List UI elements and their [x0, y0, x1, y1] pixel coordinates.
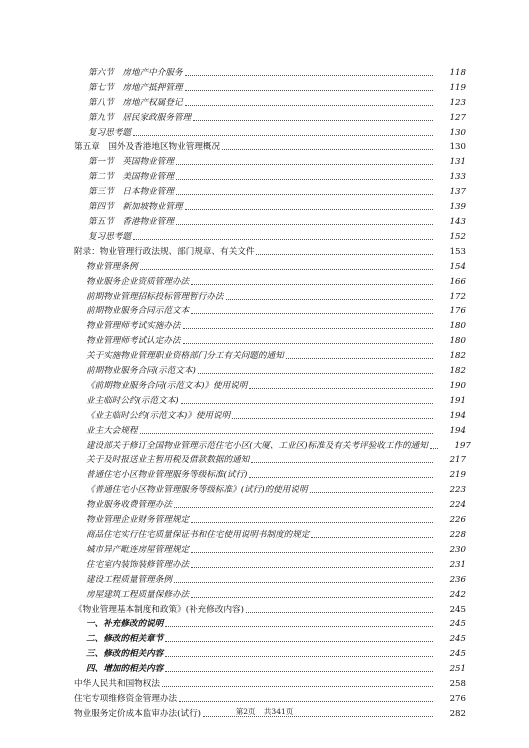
- toc-entry-title: 物业管理企业财务管理规定: [86, 515, 190, 526]
- toc-entry-page: 236: [449, 574, 466, 585]
- toc-entry[interactable]: [0, 600, 529, 615]
- toc-entry[interactable]: [0, 123, 529, 138]
- toc-entry-title: 一、补充修改的说明: [86, 619, 164, 630]
- toc-entry-page: 153: [449, 246, 466, 257]
- toc-entry-page: 258: [449, 679, 466, 690]
- toc-entry-page: 131: [449, 157, 466, 168]
- dot-leader: [176, 224, 433, 225]
- toc-entry-page: 119: [449, 82, 466, 93]
- toc-entry-title: 物业服务定价成本监审办法(试行): [74, 708, 202, 719]
- toc-entry[interactable]: [0, 510, 529, 525]
- toc-entry[interactable]: [0, 197, 529, 212]
- toc-entry-page: 219: [449, 470, 466, 481]
- toc-entry[interactable]: [0, 480, 529, 495]
- toc-entry-page: 127: [449, 112, 466, 123]
- toc-entry-title: 第九节 居民家政服务管理: [88, 112, 192, 123]
- toc-entry[interactable]: [0, 302, 529, 317]
- dot-leader: [165, 641, 433, 642]
- dot-leader: [246, 612, 433, 613]
- dot-leader: [311, 537, 433, 538]
- toc-entry[interactable]: [0, 465, 529, 480]
- dot-leader: [183, 328, 433, 329]
- toc-entry-page: 276: [449, 693, 466, 704]
- toc-entry[interactable]: [0, 689, 529, 704]
- toc-entry-title: 复习思考题: [88, 127, 131, 138]
- toc-entry-title: 物业管理条例: [86, 261, 138, 272]
- dot-leader: [133, 135, 433, 136]
- dot-leader: [183, 343, 433, 344]
- toc-entry-page: 139: [449, 202, 466, 213]
- dot-leader: [256, 254, 433, 255]
- toc-entry-page: 130: [449, 127, 466, 138]
- table-of-contents: [0, 63, 529, 719]
- dot-leader: [191, 567, 433, 568]
- dot-leader: [140, 269, 433, 270]
- dot-leader: [179, 701, 433, 702]
- dot-leader: [430, 448, 438, 449]
- toc-entry[interactable]: [0, 63, 529, 78]
- toc-entry[interactable]: [0, 406, 529, 421]
- dot-leader: [249, 477, 433, 478]
- dot-leader: [232, 418, 433, 419]
- dot-leader: [176, 164, 433, 165]
- toc-entry-title: 物业管理师考试实施办法: [86, 321, 181, 332]
- toc-entry[interactable]: [0, 629, 529, 644]
- total-pages-label: 共341页: [263, 707, 294, 716]
- toc-entry-page: 223: [449, 485, 466, 496]
- toc-entry-page: 143: [449, 216, 466, 227]
- dot-leader: [226, 299, 433, 300]
- toc-entry-title: 第七节 房地产抵押管理: [88, 82, 183, 93]
- toc-entry[interactable]: [0, 167, 529, 182]
- toc-entry[interactable]: [0, 376, 529, 391]
- dot-leader: [185, 105, 433, 106]
- toc-entry[interactable]: [0, 212, 529, 227]
- toc-entry-title: 第六节 房地产中介服务: [88, 67, 183, 78]
- toc-entry-page: 194: [449, 425, 466, 436]
- toc-entry-page: 166: [449, 276, 466, 287]
- toc-entry[interactable]: [0, 644, 529, 659]
- toc-entry-title: 三、修改的相关内容: [86, 649, 164, 660]
- toc-entry-page: 245: [449, 634, 466, 645]
- dot-leader: [185, 90, 433, 91]
- dot-leader: [176, 179, 433, 180]
- toc-entry-page: 182: [449, 366, 466, 377]
- dot-leader: [191, 284, 433, 285]
- dot-leader: [162, 686, 433, 687]
- toc-entry[interactable]: [0, 421, 529, 436]
- dot-leader: [251, 462, 433, 463]
- toc-entry-title: 《物业管理基本制度和政策》(补充修改内容): [74, 604, 244, 615]
- toc-entry-title: 前期物业服务合同示范文本: [86, 306, 190, 317]
- toc-entry-title: 住宅室内装饰装修管理办法: [86, 559, 190, 570]
- toc-entry[interactable]: [0, 257, 529, 272]
- dot-leader: [174, 507, 433, 508]
- toc-entry-title: 关于实施物业管理职业资格部门分工有关问题的通知: [86, 351, 284, 362]
- toc-entry[interactable]: [0, 495, 529, 510]
- toc-entry[interactable]: [0, 78, 529, 93]
- toc-entry-title: 第八节 房地产权属登记: [88, 97, 183, 108]
- toc-entry-title: 建设工程质量管理条例: [86, 574, 172, 585]
- toc-entry-page: 231: [449, 559, 466, 570]
- toc-entry-title: 中华人民共和国物权法: [74, 679, 160, 690]
- toc-entry[interactable]: [0, 570, 529, 585]
- dot-leader: [249, 388, 433, 389]
- toc-entry-title: 第四节 新加坡物业管理: [88, 202, 183, 213]
- toc-entry-page: 137: [449, 187, 466, 198]
- toc-entry-title: 业主大会规程: [86, 425, 138, 436]
- toc-entry[interactable]: [0, 346, 529, 361]
- toc-entry[interactable]: [0, 272, 529, 287]
- dot-leader: [174, 582, 433, 583]
- toc-entry[interactable]: [0, 585, 529, 600]
- toc-entry[interactable]: [0, 391, 529, 406]
- toc-entry-page: 245: [449, 619, 466, 630]
- dot-leader: [191, 522, 433, 523]
- dot-leader: [191, 313, 433, 314]
- toc-entry[interactable]: [0, 674, 529, 689]
- toc-entry-page: 230: [449, 544, 466, 555]
- toc-entry-page: 130: [449, 142, 466, 153]
- toc-entry-title: 物业服务收费管理办法: [86, 500, 172, 511]
- toc-entry[interactable]: [0, 451, 529, 466]
- dot-leader: [310, 492, 433, 493]
- toc-entry-page: 176: [449, 306, 466, 317]
- dot-leader: [165, 656, 433, 657]
- toc-entry-page: 118: [449, 67, 466, 78]
- toc-entry-title: 城市异产毗连房屋管理规定: [86, 544, 190, 555]
- toc-entry[interactable]: [0, 361, 529, 376]
- toc-entry-title: 第一节 英国物业管理: [88, 157, 174, 168]
- toc-entry-title: 前期物业管理招标投标管理暂行办法: [86, 291, 224, 302]
- current-page-label: 第2页: [235, 707, 256, 716]
- toc-entry[interactable]: [0, 316, 529, 331]
- toc-entry-title: 普通住宅小区物业管理服务等级标准(试行): [86, 470, 248, 481]
- toc-entry-title: 业主临时公约(示范文本): [86, 395, 179, 406]
- dot-leader: [185, 75, 433, 76]
- toc-entry-title: 附录：物业管理行政法规、部门规章、有关文件: [74, 246, 255, 257]
- page-footer: [0, 706, 529, 717]
- dot-leader: [198, 373, 433, 374]
- toc-entry-page: 172: [449, 291, 466, 302]
- dot-leader: [286, 358, 433, 359]
- toc-entry-page: 180: [449, 336, 466, 347]
- toc-entry[interactable]: [0, 659, 529, 674]
- toc-entry-title: 商品住宅实行住宅质量保证书和住宅使用说明书制度的规定: [86, 530, 310, 540]
- toc-entry-title: 物业服务企业资质管理办法: [86, 276, 190, 287]
- toc-entry-title: 第二节 美国物业管理: [88, 172, 174, 183]
- toc-entry-page: 242: [449, 589, 466, 600]
- toc-entry-title: 《普通住宅小区物业管理服务等级标准》(试行)的使用说明: [86, 485, 308, 496]
- toc-entry-page: 182: [449, 351, 466, 362]
- toc-entry[interactable]: [0, 555, 529, 570]
- toc-entry-page: 194: [449, 410, 466, 421]
- toc-entry[interactable]: [0, 227, 529, 242]
- toc-entry[interactable]: [0, 152, 529, 167]
- dot-leader: [165, 626, 433, 627]
- toc-entry[interactable]: [0, 331, 529, 346]
- toc-entry-page: 224: [449, 500, 466, 511]
- dot-leader: [191, 552, 433, 553]
- toc-entry-title: 前期物业服务合同(示范文本): [86, 366, 196, 377]
- dot-leader: [193, 120, 433, 121]
- toc-entry-page: 123: [449, 97, 466, 108]
- toc-entry-page: 217: [449, 455, 466, 466]
- toc-entry-title: 《业主临时公约(示范文本)》使用说明: [86, 410, 231, 421]
- toc-entry-title: 《前期物业服务合同(示范文本)》使用说明: [86, 380, 248, 391]
- toc-entry-page: 152: [449, 231, 466, 242]
- toc-entry-page: 154: [449, 261, 466, 272]
- toc-entry-page: 251: [449, 664, 466, 675]
- toc-entry[interactable]: [0, 540, 529, 555]
- toc-entry-title: 关于及时报送业主暂用税及借款数据的通知: [86, 455, 250, 466]
- toc-entry-page: 191: [449, 395, 466, 406]
- toc-entry-page: 133: [449, 172, 466, 183]
- toc-entry[interactable]: [0, 287, 529, 302]
- toc-entry-page: 282: [449, 708, 466, 719]
- toc-entry-page: 245: [449, 649, 466, 660]
- toc-entry[interactable]: [0, 615, 529, 630]
- toc-entry-title: 第五节 香港物业管理: [88, 216, 174, 227]
- toc-entry-page: 197: [454, 440, 471, 451]
- dot-leader: [185, 209, 433, 210]
- toc-entry-page: 180: [449, 321, 466, 332]
- toc-entry-page: 228: [449, 530, 466, 540]
- toc-entry-title: 二、修改的相关章节: [86, 634, 164, 645]
- toc-entry[interactable]: [0, 525, 529, 540]
- toc-entry[interactable]: [0, 436, 529, 451]
- toc-entry-title: 第五章 国外及香港地区物业管理概况: [74, 142, 221, 153]
- dot-leader: [222, 149, 433, 150]
- toc-entry[interactable]: [0, 242, 529, 257]
- toc-entry-title: 复习思考题: [88, 231, 131, 242]
- dot-leader: [191, 597, 433, 598]
- toc-entry-title: 建设部关于修订全国物业管理示范住宅小区(大厦、工业区)标准及有关考评验收工作的通知: [86, 440, 428, 451]
- toc-entry-title: 房屋建筑工程质量保修办法: [86, 589, 190, 600]
- toc-entry-page: 245: [449, 604, 466, 615]
- toc-entry-page: 190: [449, 380, 466, 391]
- toc-entry[interactable]: [0, 93, 529, 108]
- toc-entry-page: 226: [449, 515, 466, 526]
- toc-entry-title: 四、增加的相关内容: [86, 664, 164, 675]
- toc-entry[interactable]: [0, 182, 529, 197]
- dot-leader: [140, 433, 433, 434]
- dot-leader: [181, 403, 433, 404]
- toc-entry-title: 物业管理师考试认定办法: [86, 336, 181, 347]
- toc-entry-title: 住宅专项维修资金管理办法: [74, 693, 178, 704]
- toc-entry[interactable]: [0, 108, 529, 123]
- toc-entry[interactable]: [0, 138, 529, 153]
- dot-leader: [176, 194, 433, 195]
- dot-leader: [133, 239, 433, 240]
- toc-entry-title: 第三节 日本物业管理: [88, 187, 174, 198]
- dot-leader: [165, 671, 433, 672]
